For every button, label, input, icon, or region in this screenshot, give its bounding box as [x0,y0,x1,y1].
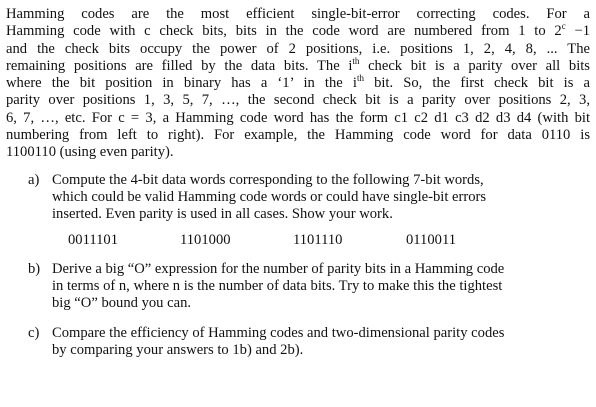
intro-line-text: where the bit position in binary has a ‘1’ in the i [6,75,357,92]
question-label: a) [28,171,40,188]
question-line: by comparing your answers to 1b) and 2b). [52,342,304,359]
question-line: which could be valid Hamming code words or could have single-bit errors [52,188,487,205]
intro-paragraph [6,6,590,162]
intro-line: 6, 7, …, etc. For c = 3, a Hamming code word has the form c1 c2 d1 c3 d2 d3 d4 (with bit [6,109,590,126]
question-a [6,172,590,249]
intro-line-text: remaining positions are filled by the data bits. The i [6,57,353,74]
question-body [52,325,590,360]
question-line: in terms of n, where n is the number of data bits. Try to make this the tightest [52,278,503,295]
code-word: 0110011 [406,231,456,248]
question-label: b) [28,260,41,277]
intro-line [6,23,590,40]
intro-line: Hamming codes are the most efficient single-bit-error correcting codes. For a [6,6,590,22]
code-word: 0011101 [68,231,118,248]
question-line: Compare the efficiency of Hamming codes and two-dimensional parity codes [52,324,505,341]
code-word: 1101000 [180,231,231,248]
intro-line-text: bit. So, the first check bit is a [363,75,590,92]
question-line: Compute the 4-bit data words corresponding to the following 7-bit words, [52,171,484,188]
intro-line-text: check bit is a parity over all bits [359,57,590,74]
question-body [52,261,590,313]
question-body [52,172,590,249]
superscript: th [356,73,364,84]
intro-line-text: −1 [565,23,590,40]
intro-line: parity over positions 1, 3, 5, 7, …, the second check bit is a parity over positions 2, 3, [6,92,590,109]
intro-line: numbering from left to right). For example, the Hamming code word for data 0110 is [6,127,590,144]
problem-document [6,6,590,371]
question-line: Derive a big “O” expression for the number of parity bits in a Hamming code [52,260,505,277]
intro-line-text: Hamming code with c check bits, bits in the code word are numbered from 1 to 2 [6,23,562,40]
intro-line: and the check bits occupy the power of 2 positions, i.e. positions 1, 2, 4, 8, ... The [6,40,590,57]
superscript: th [352,56,360,67]
question-list [6,172,590,360]
code-word: 1101110 [293,231,343,248]
intro-line: 1100110 (using even parity). [6,144,174,161]
intro-line [6,58,590,75]
question-line: big “O” bound you can. [52,295,192,312]
intro-line [6,75,590,92]
question-line: inserted. Even parity is used in all cases. Show your work. [52,206,393,223]
superscript: c [561,21,566,32]
question-c [6,325,590,360]
code-word-list [52,232,570,249]
question-label: c) [28,324,40,341]
question-b [6,261,590,313]
